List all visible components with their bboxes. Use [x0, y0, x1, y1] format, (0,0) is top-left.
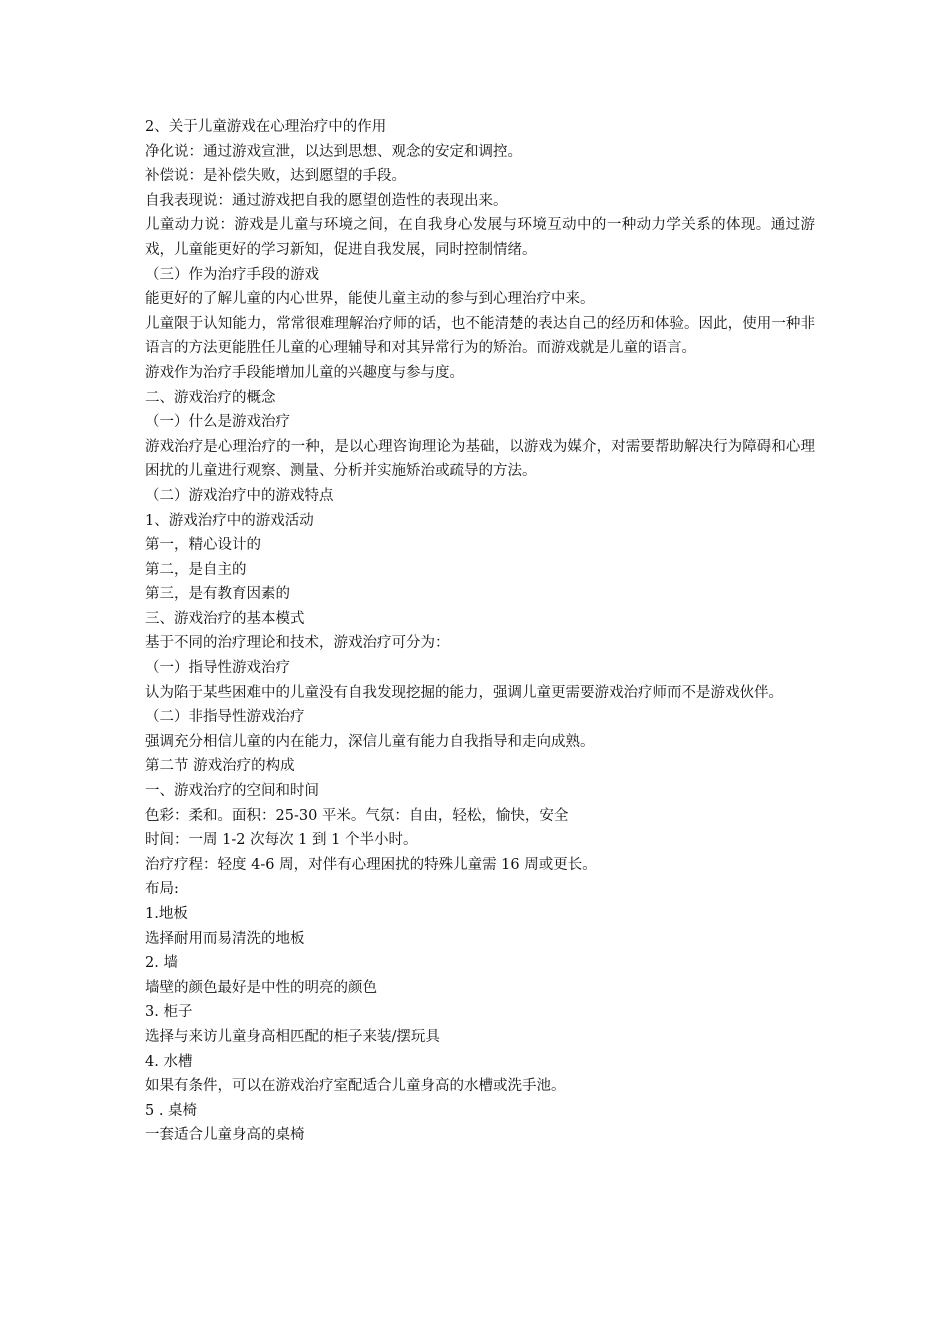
- paragraph: 游戏作为治疗手段能增加儿童的兴趣度与参与度。: [145, 364, 464, 381]
- list-item: 3. 柜子: [145, 1004, 193, 1021]
- paragraph: 能更好的了解儿童的内心世界，能使儿童主动的参与到心理治疗中来。: [145, 291, 595, 308]
- paragraph: 选择耐用而易清洗的地板: [145, 930, 305, 947]
- subsection-heading: （二）非指导性游戏治疗: [145, 709, 305, 726]
- paragraph: 强调充分相信儿童的内在能力，深信儿童有能力自我指导和走向成熟。: [145, 733, 595, 750]
- paragraph: 净化说：通过游戏宣泄，以达到思想、观念的安定和调控。: [145, 143, 522, 160]
- list-item: 第一，精心设计的: [145, 537, 261, 554]
- paragraph: 布局:: [145, 881, 179, 898]
- paragraph: 补偿说：是补偿失败，达到愿望的手段。: [145, 168, 406, 185]
- paragraph: 墙壁的颜色最好是中性的明亮的颜色: [145, 979, 377, 996]
- list-item: 第二，是自主的: [145, 561, 247, 578]
- section-heading: 三、游戏治疗的基本模式: [145, 610, 305, 627]
- section-heading: 二、游戏治疗的概念: [145, 389, 276, 406]
- list-item: 1.地板: [145, 906, 188, 922]
- list-item: 第三，是有教育因素的: [145, 586, 290, 603]
- paragraph: 时间：一周 1-2 次每次 1 到 1 个半小时。: [145, 832, 418, 849]
- paragraph: 儿童限于认知能力，常常很难理解治疗师的话，也不能清楚的表达自己的经历和体验。因此，使用一种非语言的方法更能胜任儿童的心理辅导和对其异常行为的矫治。而游戏就是儿童的语言。: [145, 315, 815, 357]
- paragraph: 儿童动力说：游戏是儿童与环境之间，在自我身心发展与环境互动中的一种动力学关系的体现。通过游戏，儿童能更好的学习新知，促进自我发展，同时控制情绪。: [145, 217, 815, 258]
- paragraph: 选择与来访儿童身高相匹配的柜子来装/摆玩具: [145, 1028, 440, 1045]
- chapter-heading: 第二节 游戏治疗的构成: [145, 758, 295, 775]
- list-item: 5 . 桌椅: [145, 1102, 198, 1119]
- paragraph: 如果有条件，可以在游戏治疗室配适合儿童身高的水槽或洗手池。: [145, 1078, 566, 1095]
- paragraph: 色彩：柔和。面积：25-30 平米。气氛：自由，轻松，愉快，安全: [145, 807, 569, 824]
- subsection-heading: （一）什么是游戏治疗: [145, 414, 290, 431]
- list-item: 2. 墙: [145, 955, 178, 972]
- subsection-heading: （三）作为治疗手段的游戏: [145, 266, 319, 283]
- paragraph: 自我表现说：通过游戏把自我的愿望创造性的表现出来。: [145, 192, 508, 209]
- paragraph: 认为陷于某些困难中的儿童没有自我发现挖掘的能力，强调儿童更需要游戏治疗师而不是游戏伙伴。: [145, 684, 783, 701]
- paragraph: 基于不同的治疗理论和技术，游戏治疗可分为：: [145, 635, 450, 652]
- paragraph: 一套适合儿童身高的桌椅: [145, 1127, 305, 1144]
- subsection-heading: （二）游戏治疗中的游戏特点: [145, 487, 334, 504]
- paragraph: 1、游戏治疗中的游戏活动: [145, 512, 314, 529]
- section-heading: 2、关于儿童游戏在心理治疗中的作用: [145, 119, 387, 135]
- document-body: [145, 115, 815, 1148]
- section-heading: 一、游戏治疗的空间和时间: [145, 783, 319, 800]
- paragraph: 游戏治疗是心理治疗的一种，是以心理咨询理论为基础，以游戏为媒介，对需要帮助解决行为障碍和心理困扰的儿童进行观察、测量、分析并实施矫治或疏导的方法。: [145, 438, 815, 480]
- subsection-heading: （一）指导性游戏治疗: [145, 660, 290, 677]
- list-item: 4. 水槽: [145, 1053, 193, 1070]
- paragraph: 治疗疗程：轻度 4-6 周，对伴有心理困扰的特殊儿童需 16 周或更长。: [145, 856, 597, 873]
